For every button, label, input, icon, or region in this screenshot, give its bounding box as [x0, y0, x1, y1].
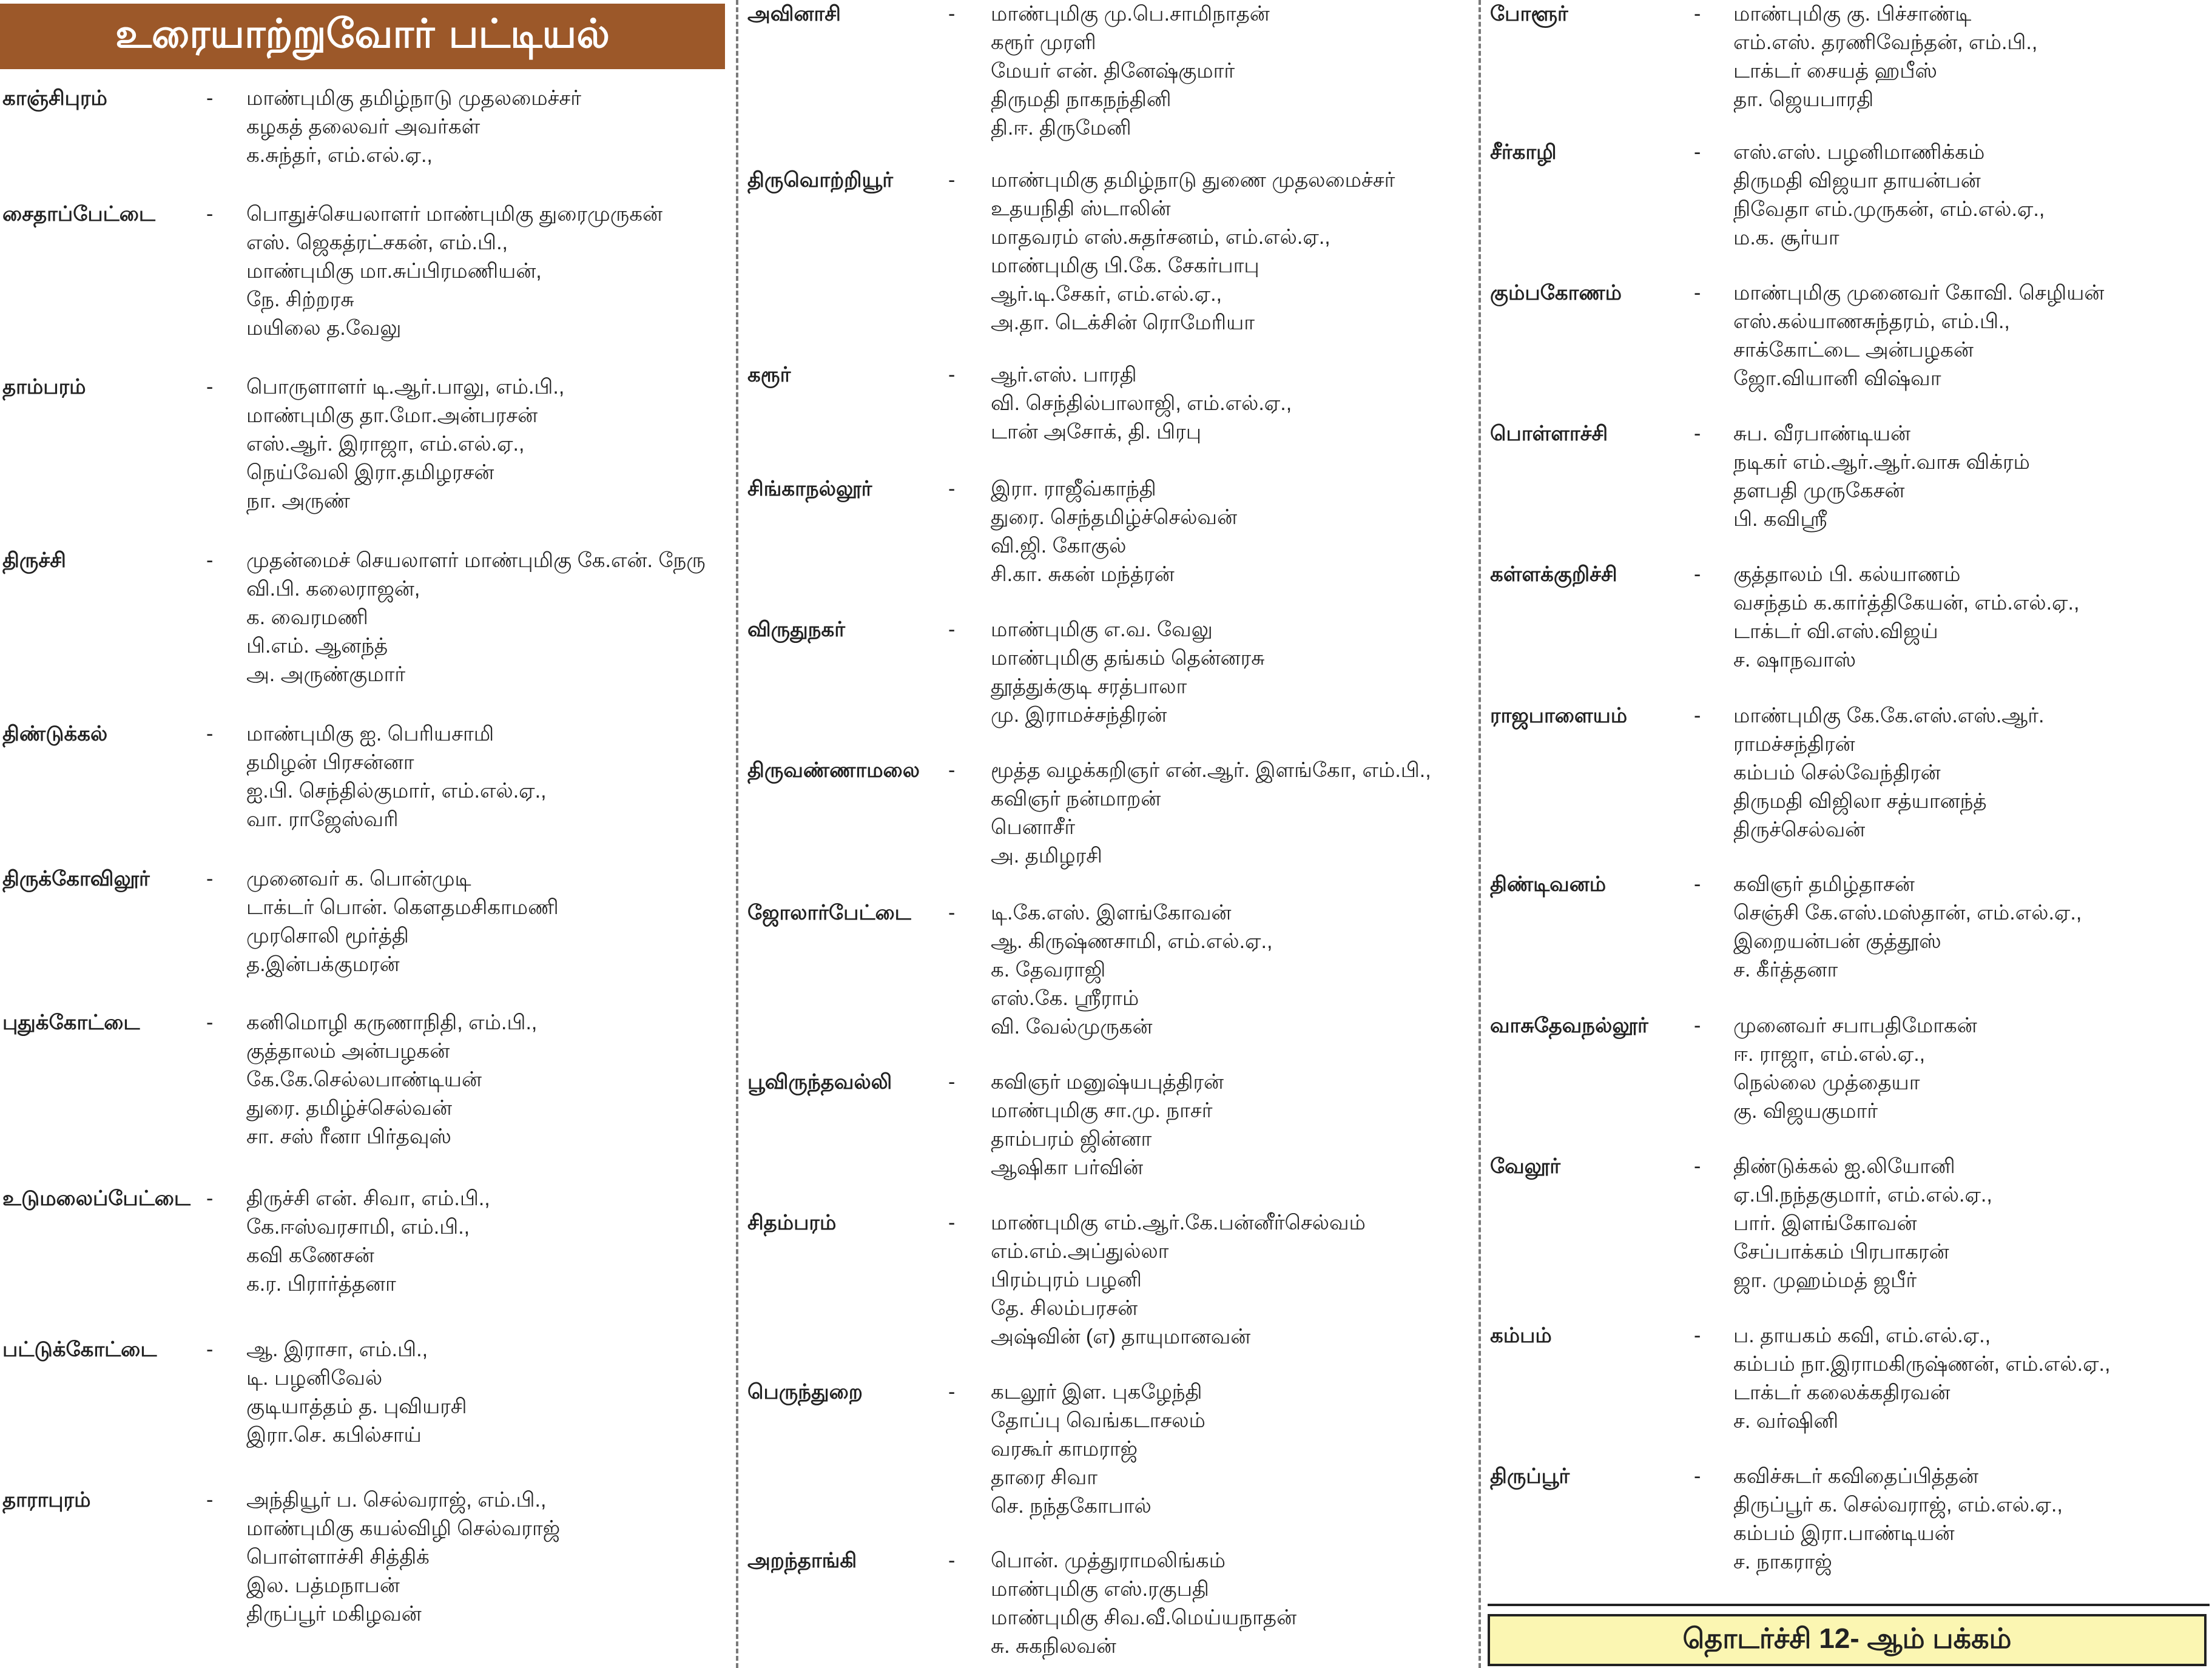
- speaker-name: மாதவரம் எஸ்.சுதர்சனம், எம்.எல்.ஏ.,: [991, 226, 1330, 249]
- venue-name: அவினாசி: [747, 2, 841, 25]
- speaker-name: திருமதி நாகநந்தினி: [991, 88, 1172, 111]
- speaker-list: [1733, 1322, 2212, 1436]
- speaker-name: ராமச்சந்திரன்: [1733, 733, 1855, 756]
- separator-dash: -: [948, 1071, 956, 1094]
- speaker-name: இரா. ராஜீவ்காந்தி: [991, 477, 1156, 500]
- column-3: [1488, 0, 2212, 1668]
- venue-name: உடுமலைப்பேட்டை: [2, 1187, 191, 1210]
- speaker-name: முனைவர் சபாபதிமோகன்: [1733, 1014, 1977, 1037]
- venue-name: போளூர்: [1490, 2, 1568, 25]
- speaker-name: பொருளாளர் டி.ஆர்.பாலு, எம்.பி.,: [246, 375, 565, 399]
- speaker-list: [246, 546, 728, 689]
- speaker-name: திருப்பூர் மகிழவன்: [246, 1602, 422, 1626]
- separator-dash: -: [948, 901, 956, 924]
- speaker-name: தூத்துக்குடி சரத்பாலா: [991, 675, 1187, 698]
- speaker-list: [991, 1068, 1473, 1182]
- speaker-name: வி.ஜி. கோகுல்: [991, 534, 1127, 557]
- speaker-name: கவிச்சுடர் கவிதைப்பித்தன்: [1733, 1465, 1979, 1488]
- speaker-name: மாண்புமிகு எம்.ஆர்.கே.பன்னீர்செல்வம்: [991, 1211, 1366, 1234]
- speaker-name: கனிமொழி கருணாநிதி, எம்.பி.,: [246, 1011, 538, 1034]
- speaker-list: [991, 475, 1473, 589]
- speaker-name: கம்பம் செல்வேந்திரன்: [1733, 761, 1941, 784]
- speaker-name: துரை. செந்தமிழ்ச்செல்வன்: [991, 506, 1238, 529]
- separator-dash: -: [206, 1187, 214, 1210]
- speaker-name: நெய்வேலி இரா.தமிழரசன்: [246, 461, 494, 484]
- speaker-name: சி.கா. சுகன் மந்த்ரன்: [991, 563, 1175, 586]
- separator-dash: -: [1694, 1014, 1701, 1037]
- speaker-name: தே. சிலம்பரசன்: [991, 1297, 1138, 1320]
- separator-dash: -: [206, 722, 214, 745]
- speaker-list: [1733, 1012, 2212, 1126]
- speaker-name: பார். இளங்கோவன்: [1733, 1212, 1917, 1235]
- speaker-name: அஷ்வின் (எ) தாயுமானவன்: [991, 1325, 1251, 1348]
- speaker-name: கு. விஜயகுமார்: [1733, 1100, 1878, 1123]
- venue-name: தாம்பரம்: [2, 375, 86, 399]
- speaker-name: மாண்புமிகு சிவ.வீ.மெய்யநாதன்: [991, 1606, 1297, 1629]
- speaker-name: வா. ராஜேஸ்வரி: [246, 808, 399, 831]
- speaker-name: செஞ்சி கே.எஸ்.மஸ்தான், எம்.எல்.ஏ.,: [1733, 901, 2082, 924]
- speaker-name: மாண்புமிகு ஐ. பெரியசாமி: [246, 722, 494, 745]
- speaker-name: பி.எம். ஆனந்த்: [246, 634, 388, 657]
- speaker-list: [246, 1009, 728, 1151]
- venue-name: தாராபுரம்: [2, 1488, 91, 1512]
- speaker-name: உதயநிதி ஸ்டாலின்: [991, 197, 1171, 220]
- separator-dash: -: [1694, 1324, 1701, 1347]
- speaker-name: டி. பழனிவேல்: [246, 1367, 383, 1390]
- speaker-name: சாக்கோட்டை அன்பழகன்: [1733, 338, 1974, 362]
- speaker-name: கவிஞர் தமிழ்தாசன்: [1733, 873, 1915, 896]
- separator-dash: -: [206, 1011, 214, 1034]
- speaker-name: திருச்செல்வன்: [1733, 818, 1866, 841]
- speaker-name: பெனாசீர்: [991, 816, 1076, 839]
- speaker-name: ச. நாகராஜ்: [1733, 1550, 1832, 1573]
- separator-dash: -: [948, 1549, 956, 1572]
- speaker-name: க. வைரமணி: [246, 606, 368, 629]
- speaker-name: தா. ஜெயபாரதி: [1733, 88, 1874, 111]
- venue-name: சீர்காழி: [1490, 141, 1557, 164]
- speaker-name: ஜோ.வியானி விஷ்வா: [1733, 367, 1941, 390]
- speaker-name: மாண்புமிகு சா.மு. நாசர்: [991, 1099, 1213, 1122]
- speaker-name: மாண்புமிகு பி.கே. சேகர்பாபு: [991, 254, 1259, 277]
- venue-name: காஞ்சிபுரம்: [2, 87, 107, 110]
- separator-dash: -: [1694, 1465, 1701, 1488]
- speaker-name: கவிஞர் நன்மாறன்: [991, 787, 1161, 810]
- separator-dash: -: [948, 363, 956, 386]
- speaker-name: ஆ. கிருஷ்ணசாமி, எம்.எல்.ஏ.,: [991, 930, 1273, 953]
- speaker-name: ஐ.பி. செந்தில்குமார், எம்.எல்.ஏ.,: [246, 779, 547, 802]
- speaker-name: டாக்டர் வி.எஸ்.விஜய்: [1733, 620, 1938, 643]
- venue-name: கும்பகோணம்: [1490, 281, 1622, 304]
- venue-name: பெருந்துறை: [747, 1380, 863, 1404]
- speaker-list: [991, 756, 1473, 870]
- speaker-name: ம.க. சூர்யா: [1733, 226, 1839, 249]
- speaker-name: ஆர்.டி.சேகர், எம்.எல்.ஏ.,: [991, 283, 1222, 306]
- venue-name: சிங்காநல்லூர்: [747, 477, 872, 500]
- venue-name: திருக்கோவிலூர்: [2, 867, 150, 890]
- speaker-name: மு. இராமச்சந்திரன்: [991, 704, 1167, 727]
- speaker-list: [1733, 138, 2212, 252]
- speaker-name: நா. அருண்: [246, 489, 351, 513]
- venue-name: திருவொற்றியூர்: [747, 169, 893, 192]
- speaker-name: வசந்தம் க.கார்த்திகேயன், எம்.எல்.ஏ.,: [1733, 591, 2080, 614]
- speaker-list: [991, 1378, 1473, 1521]
- separator-dash: -: [1694, 563, 1701, 586]
- speaker-list: [991, 0, 1473, 143]
- separator-dash: -: [1694, 281, 1701, 304]
- speaker-name: சு. சுகநிலவன்: [991, 1635, 1116, 1658]
- speaker-name: துரை. தமிழ்ச்செல்வன்: [246, 1097, 452, 1120]
- speaker-name: சேப்பாக்கம் பிரபாகரன்: [1733, 1240, 1949, 1263]
- speaker-name: கழகத் தலைவர் அவர்கள்: [246, 115, 481, 138]
- venue-name: ராஜபாளையம்: [1490, 704, 1628, 727]
- speaker-name: க.சுந்தர், எம்.எல்.ஏ.,: [246, 144, 433, 167]
- speaker-name: திண்டுக்கல் ஐ.லியோனி: [1733, 1155, 1955, 1178]
- separator-dash: -: [206, 867, 214, 890]
- venue-name: கரூர்: [747, 363, 791, 386]
- speaker-name: பொதுச்செயலாளர் மாண்புமிகு துரைமுருகன்: [246, 203, 663, 226]
- speaker-name: வி.பி. கலைராஜன்,: [246, 577, 420, 600]
- venue-name: திருச்சி: [2, 549, 66, 572]
- list-title-banner: உரையாற்றுவோர் பட்டியல்: [0, 4, 725, 69]
- venue-name: கள்ளக்குறிச்சி: [1490, 563, 1617, 586]
- speaker-name: குடியாத்தம் த. புவியரசி: [246, 1395, 467, 1418]
- separator-dash: -: [948, 618, 956, 641]
- speaker-list: [1733, 279, 2212, 393]
- speaker-name: எஸ்.கல்யாணசுந்தரம், எம்.பி.,: [1733, 310, 2010, 333]
- speaker-name: முனைவர் க. பொன்முடி: [246, 867, 471, 890]
- speaker-name: எஸ்.ஆர். இராஜா, எம்.எல்.ஏ.,: [246, 432, 525, 456]
- venue-name: திண்டுக்கல்: [2, 722, 108, 745]
- speaker-name: ச. ஷாநவாஸ்: [1733, 648, 1856, 671]
- speaker-name: ஆஷிகா பர்வின்: [991, 1156, 1144, 1179]
- speaker-name: இறையன்பன் குத்தூஸ்: [1733, 930, 1941, 953]
- speaker-list: [991, 899, 1473, 1041]
- speaker-name: ச. கீர்த்தனா: [1733, 958, 1838, 981]
- separator-dash: -: [948, 477, 956, 500]
- speaker-name: கம்பம் இரா.பாண்டியன்: [1733, 1522, 1955, 1545]
- speaker-name: கரூர் முரளி: [991, 31, 1096, 54]
- speaker-name: த.இன்பக்குமரன்: [246, 953, 400, 976]
- speaker-name: ஏ.பி.நந்தகுமார், எம்.எல்.ஏ.,: [1733, 1183, 1992, 1206]
- separator-dash: -: [206, 1488, 214, 1512]
- separator-dash: -: [1694, 141, 1701, 164]
- speaker-name: ஆ. இராசா, எம்.பி.,: [246, 1338, 428, 1361]
- speaker-name: மாண்புமிகு கு. பிச்சாண்டி: [1733, 2, 1972, 25]
- speaker-name: ஜா. முஹம்மத் ஜபீர்: [1733, 1269, 1917, 1292]
- speaker-name: குத்தாலம் பி. கல்யாணம்: [1733, 563, 1961, 586]
- speaker-name: மாண்புமிகு எ.வ. வேலு: [991, 618, 1213, 641]
- speaker-name: எஸ்.கே. ஸ்ரீராம்: [991, 987, 1139, 1010]
- speaker-name: தி.ஈ. திருமேனி: [991, 116, 1131, 140]
- speaker-name: தோப்பு வெங்கடாசலம்: [991, 1409, 1205, 1432]
- speaker-name: பொன். முத்துராமலிங்கம்: [991, 1549, 1226, 1572]
- venue-name: சைதாப்பேட்டை: [2, 203, 155, 226]
- speaker-name: வி. வேல்முருகன்: [991, 1015, 1153, 1038]
- speaker-name: மாண்புமிகு மு.பெ.சாமிநாதன்: [991, 2, 1270, 25]
- separator-dash: -: [948, 169, 956, 192]
- speaker-name: அந்தியூர் ப. செல்வராஜ், எம்.பி.,: [246, 1488, 547, 1512]
- speaker-name: பிரம்புரம் பழனி: [991, 1268, 1142, 1291]
- speaker-list: [1733, 1152, 2212, 1295]
- speaker-name: தமிழன் பிரசன்னா: [246, 751, 414, 774]
- column-1: [0, 0, 728, 1668]
- speaker-list: [991, 361, 1473, 446]
- speaker-list: [246, 1486, 728, 1629]
- speaker-list: [991, 1547, 1473, 1661]
- speaker-name: பொள்ளாச்சி சித்திக்: [246, 1545, 430, 1569]
- speaker-name: க. தேவராஜி: [991, 958, 1106, 981]
- separator-dash: -: [948, 1211, 956, 1234]
- speaker-name: தாரை சிவா: [991, 1466, 1098, 1489]
- venue-name: பட்டுக்கோட்டை: [2, 1338, 157, 1361]
- speaker-name: திருப்பூர் க. செல்வராஜ், எம்.எல்.ஏ.,: [1733, 1493, 2063, 1516]
- speaker-name: தளபதி முருகேசன்: [1733, 479, 1905, 502]
- speaker-name: அ.தா. டெக்சின் ரொமேரியா: [991, 311, 1255, 334]
- speaker-name: அ. அருண்குமார்: [246, 663, 406, 686]
- venue-name: பொள்ளாச்சி: [1490, 422, 1608, 445]
- speaker-name: டாக்டர் சையத் ஹபீஸ்: [1733, 59, 1938, 82]
- venue-name: கம்பம்: [1490, 1324, 1552, 1347]
- speaker-name: மாண்புமிகு தமிழ்நாடு முதலமைச்சர்: [246, 87, 582, 110]
- speaker-list: [246, 200, 728, 343]
- column-divider: [1479, 0, 1481, 1668]
- separator-dash: -: [1694, 422, 1701, 445]
- separator-dash: -: [206, 87, 214, 110]
- speaker-name: கவி கணேசன்: [246, 1244, 374, 1267]
- speaker-name: டாக்டர் கலைக்கதிரவன்: [1733, 1381, 1951, 1404]
- speaker-list: [246, 865, 728, 979]
- speaker-name: திருச்சி என். சிவா, எம்.பி.,: [246, 1187, 490, 1210]
- speaker-name: செ. நந்தகோபால்: [991, 1495, 1152, 1518]
- venue-name: வேலூர்: [1490, 1155, 1561, 1178]
- speaker-name: ஆர்.எஸ். பாரதி: [991, 363, 1137, 386]
- venue-name: சிதம்பரம்: [747, 1211, 837, 1234]
- speaker-list: [246, 84, 728, 170]
- venue-name: திருப்பூர்: [1490, 1465, 1570, 1488]
- speaker-name: மூத்த வழக்கறிஞர் என்.ஆர். இளங்கோ, எம்.பி.,: [991, 759, 1431, 782]
- speaker-list: [246, 1336, 728, 1450]
- venue-name: புதுக்கோட்டை: [2, 1011, 140, 1034]
- column-2: [745, 0, 1473, 1668]
- speaker-name: அ. தமிழரசி: [991, 844, 1102, 867]
- speaker-name: இல. பத்மநாபன்: [246, 1574, 400, 1597]
- speaker-name: மேயர் என். தினேஷ்குமார்: [991, 59, 1235, 82]
- speaker-name: சா. சஸ் ரீனா பிர்தவுஸ்: [246, 1125, 452, 1148]
- column-divider: [736, 0, 738, 1668]
- speaker-name: முரசொலி மூர்த்தி: [246, 924, 409, 947]
- venue-name: அறந்தாங்கி: [747, 1549, 857, 1572]
- speaker-name: ச. வர்ஷினி: [1733, 1410, 1839, 1433]
- venue-name: விருதுநகர்: [747, 618, 846, 641]
- speaker-name: மாண்புமிகு தமிழ்நாடு துணை முதலமைச்சர்: [991, 169, 1395, 192]
- speaker-name: தாம்பரம் ஜின்னா: [991, 1128, 1152, 1151]
- speaker-name: இரா.செ. கபில்சாய்: [246, 1424, 422, 1447]
- speaker-name: வரகூர் காமராஜ்: [991, 1438, 1138, 1461]
- speaker-name: எம்.எம்.அப்துல்லா: [991, 1240, 1169, 1263]
- speaker-name: மாண்புமிகு முனைவர் கோவி. செழியன்: [1733, 281, 2105, 304]
- separator-dash: -: [948, 1380, 956, 1404]
- speaker-name: மாண்புமிகு கே.கே.எஸ்.எஸ்.ஆர்.: [1733, 704, 2045, 727]
- divider-line: [1488, 1604, 2210, 1606]
- speaker-list: [246, 373, 728, 516]
- speaker-name: சுப. வீரபாண்டியன்: [1733, 422, 1910, 445]
- continued-on-page-note: தொடர்ச்சி 12- ஆம் பக்கம்: [1488, 1614, 2207, 1666]
- speaker-name: எஸ்.எஸ். பழனிமாணிக்கம்: [1733, 141, 1985, 164]
- speaker-name: வி. செந்தில்பாலாஜி, எம்.எல்.ஏ.,: [991, 392, 1292, 415]
- separator-dash: -: [1694, 704, 1701, 727]
- speaker-name: குத்தாலம் அன்பழகன்: [246, 1040, 450, 1063]
- speaker-name: எம்.எஸ். தரணிவேந்தன், எம்.பி.,: [1733, 31, 2038, 54]
- separator-dash: -: [1694, 2, 1701, 25]
- speaker-name: டாக்டர் பொன். கௌதமசிகாமணி: [246, 896, 559, 919]
- speaker-name: டி.கே.எஸ். இளங்கோவன்: [991, 901, 1232, 924]
- speaker-list: [991, 1209, 1473, 1351]
- speaker-name: ஈ. ராஜா, எம்.எல்.ஏ.,: [1733, 1043, 1926, 1066]
- speaker-list: [1733, 1462, 2212, 1576]
- speaker-name: மாண்புமிகு மா.சுப்பிரமணியன்,: [246, 260, 542, 283]
- speaker-name: கவிஞர் மனுஷ்யபுத்திரன்: [991, 1071, 1224, 1094]
- speaker-list: [246, 720, 728, 834]
- speaker-list: [1733, 870, 2212, 984]
- speaker-name: எஸ். ஜெகத்ரட்சகன், எம்.பி.,: [246, 231, 508, 254]
- venue-name: திண்டிவனம்: [1490, 873, 1607, 896]
- speaker-name: மாண்புமிகு கயல்விழி செல்வராஜ்: [246, 1517, 561, 1540]
- speaker-name: நே. சிற்றரசு: [246, 288, 354, 311]
- speaker-name: கடலூர் இள. புகழேந்தி: [991, 1380, 1202, 1404]
- speaker-name: கம்பம் நா.இராமகிருஷ்ணன், எம்.எல்.ஏ.,: [1733, 1353, 2111, 1376]
- separator-dash: -: [1694, 873, 1701, 896]
- speaker-name: மாண்புமிகு தங்கம் தென்னரசு: [991, 647, 1265, 670]
- speaker-name: மாண்புமிகு தா.மோ.அன்பரசன்: [246, 404, 538, 427]
- separator-dash: -: [206, 203, 214, 226]
- separator-dash: -: [948, 759, 956, 782]
- speaker-name: மயிலை த.வேலு: [246, 317, 402, 340]
- speaker-name: மாண்புமிகு எஸ்.ரகுபதி: [991, 1578, 1209, 1601]
- speaker-list: [991, 166, 1473, 337]
- speaker-name: திருமதி விஜிலா சத்யானந்த்: [1733, 790, 1987, 813]
- separator-dash: -: [206, 549, 214, 572]
- speaker-name: கே.கே.செல்லபாண்டியன்: [246, 1068, 482, 1091]
- speaker-list: [1733, 420, 2212, 534]
- speaker-name: பி. கவிஸ்ரீ: [1733, 508, 1827, 531]
- speaker-list: [1733, 702, 2212, 844]
- separator-dash: -: [206, 375, 214, 399]
- speaker-name: டான் அசோக், தி. பிரபு: [991, 420, 1202, 443]
- venue-name: ஜோலார்பேட்டை: [747, 901, 911, 924]
- speaker-name: நடிகர் எம்.ஆர்.ஆர்.வாசு விக்ரம்: [1733, 451, 2030, 474]
- speaker-name: ப. தாயகம் கவி, எம்.எல்.ஏ.,: [1733, 1324, 1991, 1347]
- venue-name: பூவிருந்தவல்லி: [747, 1071, 892, 1094]
- speaker-name: முதன்மைச் செயலாளர் மாண்புமிகு கே.என். நேரு: [246, 549, 706, 572]
- speaker-name: நெல்லை முத்தையா: [1733, 1071, 1920, 1094]
- speaker-list: [246, 1185, 728, 1299]
- speaker-list: [991, 616, 1473, 730]
- speaker-list: [1733, 560, 2212, 674]
- separator-dash: -: [1694, 1155, 1701, 1178]
- speaker-name: நிவேதா எம்.முருகன், எம்.எல்.ஏ.,: [1733, 198, 2045, 221]
- speaker-name: திருமதி விஜயா தாயன்பன்: [1733, 169, 1981, 192]
- separator-dash: -: [948, 2, 956, 25]
- venue-name: திருவண்ணாமலை: [747, 759, 920, 782]
- venue-name: வாசுதேவநல்லூர்: [1490, 1014, 1648, 1037]
- speaker-list: [1733, 0, 2212, 114]
- separator-dash: -: [206, 1338, 214, 1361]
- speaker-name: க.ர. பிரார்த்தனா: [246, 1273, 396, 1296]
- speaker-name: கே.ஈஸ்வரசாமி, எம்.பி.,: [246, 1216, 470, 1239]
